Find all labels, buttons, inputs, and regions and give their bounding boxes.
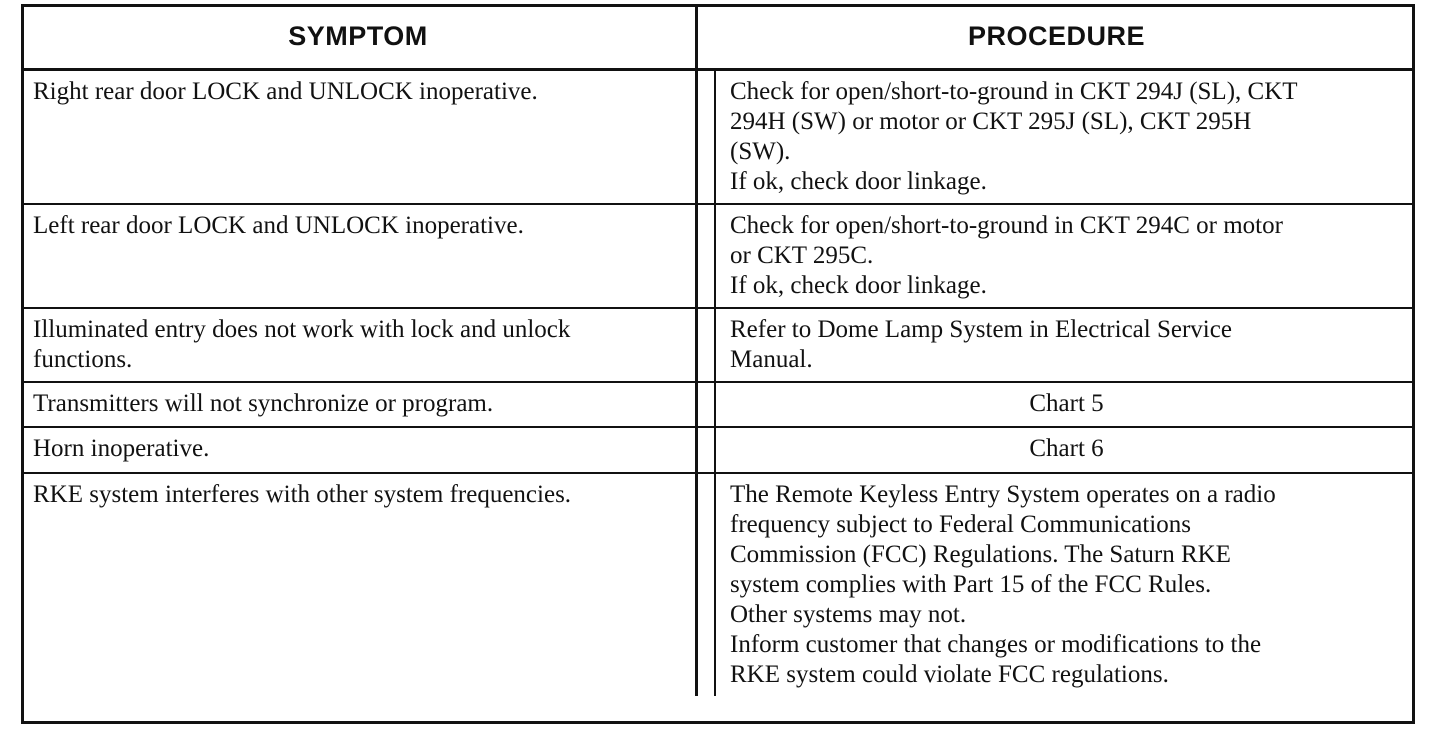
symptom-text: Transmitters will not synchronize or program. [33,390,494,417]
symptom-header: SYMPTOM [21,4,698,71]
procedure-text: If ok, check door linkage. [730,272,987,299]
procedure-text: Check for open/short-to-ground in CKT 294C or motor [730,212,1283,239]
symptom-cell [21,428,698,474]
procedure-cell [716,474,1415,696]
column-gap [698,71,716,205]
procedure-text: Refer to Dome Lamp System in Electrical Service [730,316,1232,343]
procedure-text: If ok, check door linkage. [730,168,987,195]
procedure-cell [716,383,1415,428]
procedure-text: system complies with Part 15 of the FCC Rules. [730,571,1212,598]
column-gap [698,428,716,474]
symptom-text: Illuminated entry does not work with lock and unlock [33,316,571,343]
procedure-text: or CKT 295C. [730,242,874,269]
table-row [21,474,1415,696]
header-row [21,4,1415,71]
procedure-text: frequency subject to Federal Communications [730,511,1191,538]
procedure-text: RKE system could violate FCC regulations. [730,661,1169,688]
procedure-cell [716,205,1415,309]
symptom-cell [21,383,698,428]
procedure-text: Chart 5 [1029,390,1104,417]
procedure-text: (SW). [730,138,791,165]
symptom-text: Left rear door LOCK and UNLOCK inoperative. [33,212,524,239]
procedure-cell [716,428,1415,474]
column-gap [698,474,716,696]
procedure-text: Other systems may not. [730,601,967,628]
procedure-text: Inform customer that changes or modifications to the [730,631,1262,658]
diagnosis-table [21,4,1415,696]
symptom-text: Horn inoperative. [33,435,210,462]
procedure-text: Check for open/short-to-ground in CKT 294J (SL), CKT [730,78,1298,105]
symptom-cell [21,309,698,383]
table-row [21,428,1415,474]
procedure-text: Manual. [730,346,813,373]
column-gap [698,383,716,428]
symptom-text: functions. [33,346,133,373]
procedure-text: 294H (SW) or motor or CKT 295J (SL), CKT 295H [730,108,1252,135]
procedure-text: Commission (FCC) Regulations. The Saturn RKE [730,541,1231,568]
procedure-header: PROCEDURE [698,4,1415,71]
procedure-text: Chart 6 [1029,435,1104,462]
table-row [21,205,1415,309]
column-gap [698,205,716,309]
symptom-cell [21,71,698,205]
procedure-text: The Remote Keyless Entry System operates on a radio [730,481,1276,508]
table-row [21,383,1415,428]
procedure-cell [716,71,1415,205]
column-gap [698,309,716,383]
table-row [21,71,1415,205]
symptom-text: Right rear door LOCK and UNLOCK inoperative. [33,78,538,105]
symptom-text: RKE system interferes with other system frequencies. [33,481,572,508]
symptom-cell [21,205,698,309]
table-row [21,309,1415,383]
symptom-cell [21,474,698,696]
procedure-cell [716,309,1415,383]
